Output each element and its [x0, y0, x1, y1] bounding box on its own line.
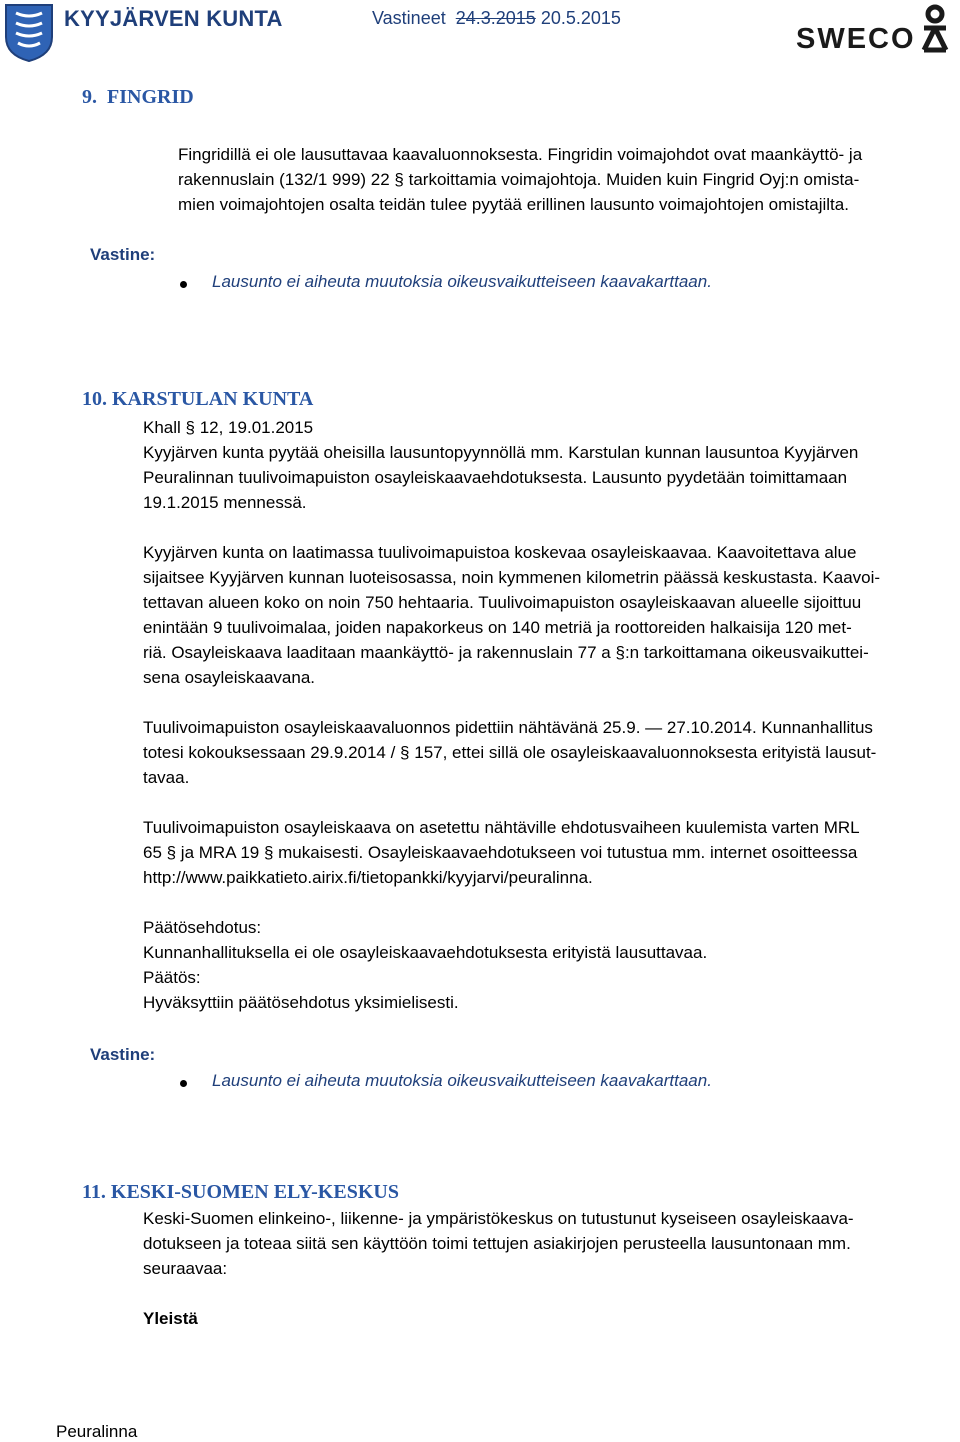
proposal-label: Päätösehdotus: — [143, 918, 262, 937]
document-status — [372, 8, 621, 29]
s9-line-1: Fingridillä ei ole lausuttavaa kaavaluonnoksesta. Fingridin voimajohdot ovat maankäyttö- ja — [178, 145, 863, 164]
s10-p2-5: riä. Osayleiskaava laaditaan maankäyttö- ja rakennuslain 77 a §:n tarkoittamana oikeusvaikuttei- — [143, 643, 869, 662]
s10-p2-6: sena osayleiskaavana. — [143, 668, 316, 687]
s10-response: Lausunto ei aiheuta muutoksia oikeusvaikutteiseen kaavakarttaan. — [212, 1071, 712, 1090]
s10-p3-3: tavaa. — [143, 768, 190, 787]
s9-line-2: rakennuslain (132/1 999) 22 § tarkoittamia voimajohtoja. Muiden kuin Fingrid Oyj:n omista- — [178, 170, 860, 189]
s9-response: Lausunto ei aiheuta muutoksia oikeusvaikutteiseen kaavakarttaan. — [212, 272, 712, 291]
s10-p2-4: enintään 9 tuulivoimalaa, joiden napakorkeus on 140 metriä ja roottoreiden halkaisija 120 met- — [143, 618, 852, 637]
section-9-heading: 9. FINGRID — [82, 86, 194, 108]
bullet-icon — [180, 281, 187, 288]
vastine-label: Vastine: — [90, 1045, 156, 1064]
s10-intro-4: 19.1.2015 mennessä. — [143, 493, 307, 512]
s10-p2-2: sijaitsee Kyyjärven kunnan luoteisosassa, noin kymmenen kilometrin päässä keskustasta. Kaavoi- — [143, 568, 881, 587]
doc-label: Vastineet — [372, 8, 446, 28]
s11-line-1: Keski-Suomen elinkeino-, liikenne- ja ympäristökeskus on tutustunut kyseiseen osayleiskaava- — [143, 1209, 854, 1228]
s10-intro-1: Khall § 12, 19.01.2015 — [143, 418, 314, 437]
decision-label: Päätös: — [143, 968, 201, 987]
footer-text: Peuralinna — [56, 1422, 138, 1441]
municipality-name: KYYJÄRVEN KUNTA — [64, 6, 283, 31]
s10-p2-3: tettavan alueen koko on noin 750 hehtaaria. Tuulivoimapuiston osayleiskaavan alueelle sijoittuu — [143, 593, 862, 612]
s10-intro-2: Kyyjärven kunta pyytää oheisilla lausuntopyynnöllä mm. Karstulan kunnan lausuntoa Kyyjärven — [143, 443, 859, 462]
s10-p4-2: 65 § ja MRA 19 § mukaisesti. Osayleiskaavaehdotukseen voi tutustua mm. internet osoitteessa — [143, 843, 858, 862]
s10-p3-1: Tuulivoimapuiston osayleiskaavaluonnos pidettiin nähtävänä 25.9. — 27.10.2014. Kunnanhallitus — [143, 718, 873, 737]
s9-line-3: mien voimajohtojen osalta teidän tulee pyytää erillinen lausunto voimajohtojen omistajilta. — [178, 195, 849, 214]
s11-line-3: seuraavaa: — [143, 1259, 228, 1278]
proposal-text: Kunnanhallituksella ei ole osayleiskaavaehdotuksesta erityistä lausuttavaa. — [143, 943, 708, 962]
current-date: 20.5.2015 — [540, 8, 621, 28]
decision-text: Hyväksyttiin päätösehdotus yksimielisesti. — [143, 993, 459, 1012]
struck-date: 24.3.2015 — [455, 8, 536, 28]
bullet-icon — [180, 1080, 187, 1087]
s10-p4-link[interactable]: http://www.paikkatieto.airix.fi/tietopankki/kyyjarvi/peuralinna. — [143, 868, 593, 887]
s10-p2-1: Kyyjärven kunta on laatimassa tuulivoimapuistoa koskevaa osayleiskaavaa. Kaavoitettava alue — [143, 543, 857, 562]
s10-p3-2: totesi kokouksessaan 29.9.2014 / § 157, ettei sillä ole osayleiskaavaluonnoksesta erityistä lausut- — [143, 743, 877, 762]
section-11-heading: 11. KESKI-SUOMEN ELY-KESKUS — [82, 1181, 399, 1203]
sweco-logo-text: SWECO — [796, 23, 916, 55]
s10-intro-3: Peuralinnan tuulivoimapuiston osayleiskaavaehdotuksesta. Lausunto pyydetään toimittamaan — [143, 468, 848, 487]
s10-p4-1: Tuulivoimapuiston osayleiskaava on asetettu nähtäville ehdotusvaiheen kuulemista varten MRL — [143, 818, 860, 837]
s11-line-2: dotukseen ja toteaa siitä sen käyttöön toimi tettujen asiakirjojen perusteella lausuntonaan mm. — [143, 1234, 851, 1253]
s11-subheading: Yleistä — [143, 1309, 198, 1328]
municipal-crest-icon — [4, 3, 54, 63]
section-10-heading: 10. KARSTULAN KUNTA — [82, 388, 314, 410]
vastine-label: Vastine: — [90, 245, 156, 264]
